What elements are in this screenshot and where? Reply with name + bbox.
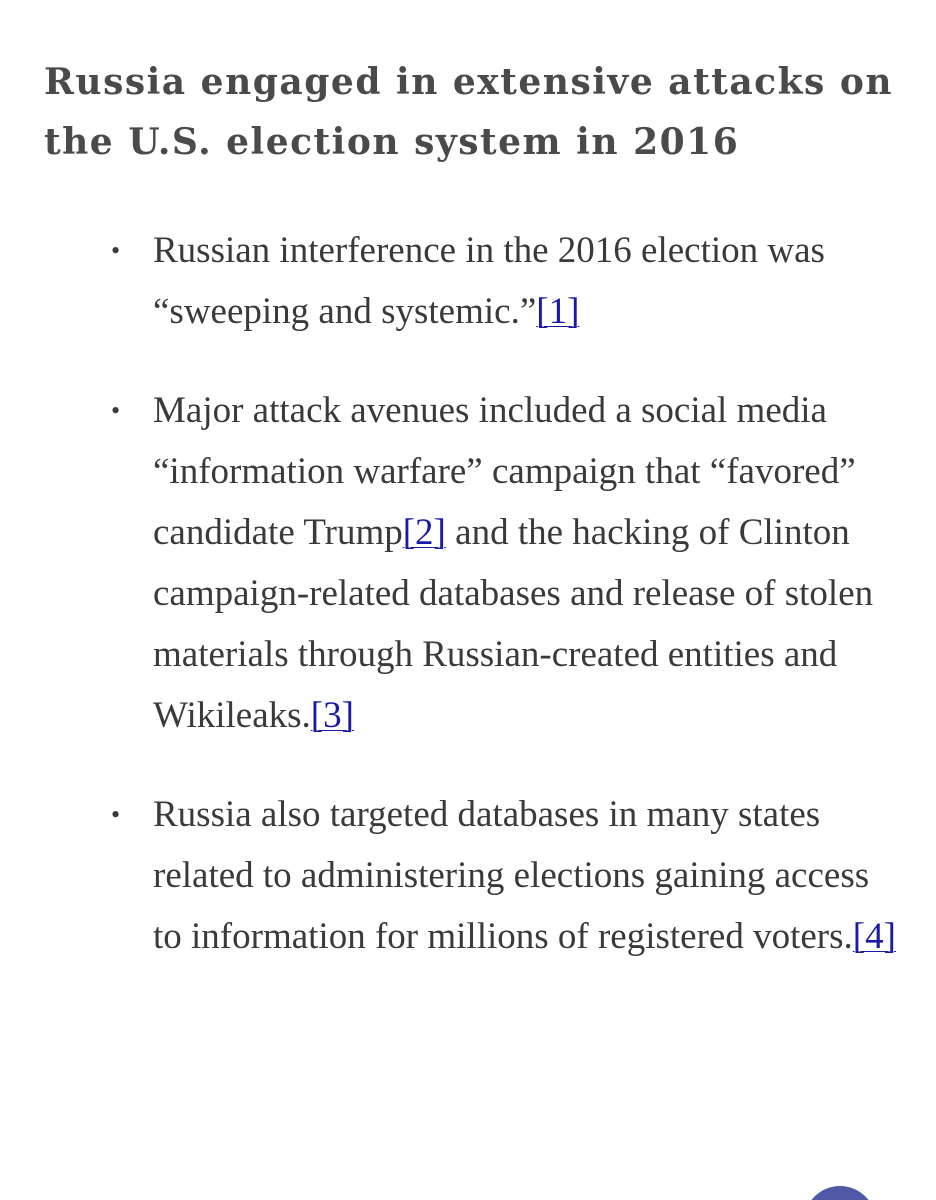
list-item bbox=[0, 380, 936, 746]
bullet-text: Major attack avenues included a social media “information warfare” campaign that “favored” candidate Trump bbox=[153, 390, 856, 553]
bullet-list bbox=[0, 220, 936, 967]
bullet-icon: • bbox=[111, 396, 121, 425]
citation-link-4[interactable]: [4] bbox=[852, 916, 896, 957]
citation-link-3[interactable]: [3] bbox=[310, 695, 354, 736]
bullet-icon: • bbox=[111, 236, 121, 265]
bullet-icon: • bbox=[111, 800, 121, 829]
citation-link-1[interactable]: [1] bbox=[536, 291, 580, 332]
list-item bbox=[0, 784, 936, 967]
section-heading: Russia engaged in extensive attacks on the U.S. election system in 2016 bbox=[44, 61, 894, 163]
list-item bbox=[0, 220, 936, 342]
floating-action-button[interactable] bbox=[804, 1186, 876, 1200]
bullet-text: Russian interference in the 2016 election was “sweeping and systemic.” bbox=[153, 230, 825, 332]
citation-link-2[interactable]: [2] bbox=[402, 512, 446, 553]
bullet-text: Russia also targeted databases in many states related to administering elections gaining access to information for millions of registered voters. bbox=[153, 794, 870, 957]
bullet-text-middle: and the hacking of Clinton campaign-related databases and release of stolen materials through Russian-created entities and Wikileaks. bbox=[153, 512, 874, 736]
